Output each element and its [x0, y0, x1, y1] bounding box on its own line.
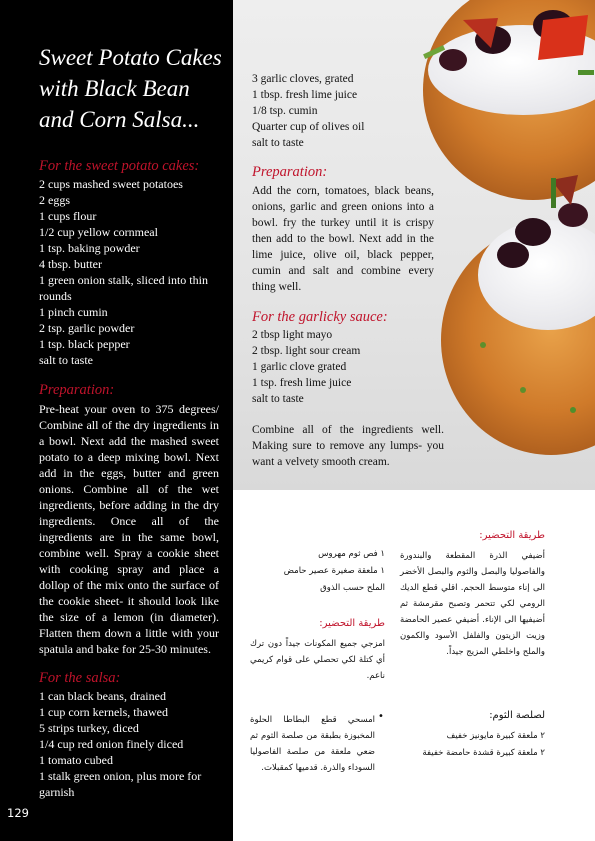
arabic-preparation-text-2: امزجي جميع المكونات جيداً دون ترك أي كتلة لكي تحصلي على قوام كريمي ناعم. — [250, 639, 385, 681]
list-item: 2 tbsp light mayo — [252, 329, 333, 341]
recipe-title — [39, 42, 229, 135]
list-item: ١ ملعقة صغيرة عصير حامض — [283, 566, 385, 576]
salsa-heading: For the salsa: — [39, 670, 121, 686]
list-item: 5 strips turkey, diced — [39, 721, 139, 735]
list-item: 1 green onion stalk, sliced into thin — [39, 273, 208, 287]
combine-text: Combine all of the ingredients well. Making sure to remove any lumps- you want a velvety smooth cream. — [252, 424, 444, 468]
list-item: 1 tomato cubed — [39, 753, 113, 767]
list-item: 1/4 cup red onion finely diced — [39, 737, 184, 751]
list-item: 2 tbsp. light sour cream — [252, 345, 361, 357]
title-line: with Black Bean — [39, 76, 190, 101]
garlic-sauce-heading: For the garlicky sauce: — [252, 309, 388, 325]
list-item: 4 tbsp. butter — [39, 257, 102, 271]
list-item: 1 cups flour — [39, 209, 97, 223]
list-item: 2 cups mashed sweet potatoes — [39, 177, 183, 191]
arabic-ingredient-list — [240, 546, 385, 597]
list-item: 1 tsp. fresh lime juice — [252, 377, 352, 389]
list-item: salt to taste — [252, 137, 304, 149]
list-item: الملح حسب الذوق — [320, 583, 385, 593]
list-item: salt to taste — [252, 393, 304, 405]
arabic-preparation-heading-2: طريقة التحضير: — [319, 618, 385, 629]
garlic-sauce-list — [252, 327, 434, 407]
list-item: 2 tsp. garlic powder — [39, 321, 135, 335]
list-item: 1 can black beans, drained — [39, 689, 166, 703]
list-item: 2 eggs — [39, 193, 70, 207]
list-item: 1 pinch cumin — [39, 305, 108, 319]
arabic-preparation-heading: طريقة التحضير: — [479, 530, 545, 541]
list-item: ٢ ملعقة كبيرة مايونيز خفيف — [446, 731, 545, 741]
list-item: 1/2 cup yellow cornmeal — [39, 225, 158, 239]
preparation-text: Pre-heat your oven to 375 degrees/ Combine all of the dry ingredients in a bowl. Next add the mashed sweet potato to a deep mixing bowl. Next add in the eggs, butter and green onions. Combine all of the wet ingredients, before adding in the dry ingredients. Once all of the ingredients are in the same bowl, combine well. Spray a cookie sheet with cooking spray and place a dollop of the mix onto the surface of the cookie sheet- it should look like the size of a lemon (in diameter). Flatten them down a little with your spatula and bake for 25-30 minutes. — [39, 402, 219, 656]
title-line: Sweet Potato Cakes — [39, 45, 222, 70]
list-item: 1 tsp. black pepper — [39, 337, 130, 351]
arabic-preparation-text: أضيفي الذرة المقطعة والبندورة والفاصوليا والبصل والثوم والبصل الأخضر الى إناء متوسط الحجم. اقلي قطع الديك الرومي لكي تتحمر وتصبح مقرمشة ثم أضيفيها الى الإناء. أضيفي عصير الحامضة وزيت الزيتون والفلفل الأسود والكمون والملح واخلطي المزيج جيداً. — [400, 551, 545, 657]
list-item: 1/8 tsp. cumin — [252, 105, 318, 117]
salsa-ingredients-continued — [252, 71, 434, 151]
title-line: and Corn Salsa... — [39, 107, 200, 132]
list-item: 1 tsp. baking powder — [39, 241, 140, 255]
list-item: 1 garlic clove grated — [252, 361, 347, 373]
list-item: rounds — [39, 289, 72, 303]
list-item: garnish — [39, 785, 75, 799]
cakes-ingredient-list — [39, 176, 208, 368]
list-item: 1 cup corn kernels, thawed — [39, 705, 168, 719]
arabic-serving-text: امسحي قطع البطاطا الحلوة المخبوزة بطبقة من صلصة الثوم ثم ضعي ملعقة من صلصة الفاصوليا السوداء والذرة. قدميها كمقبلات. — [250, 715, 375, 773]
list-item: salt to taste — [39, 353, 93, 367]
preparation-heading: Preparation: — [39, 382, 115, 398]
list-item: 1 stalk green onion, plus more for — [39, 769, 202, 783]
list-item: ٢ ملعقة كبيرة قشدة حامضة خفيفة — [422, 748, 545, 758]
salsa-ingredient-list — [39, 688, 201, 800]
list-item: Quarter cup of olives oil — [252, 121, 365, 133]
bullet-icon: • — [378, 711, 384, 722]
salsa-preparation — [252, 164, 434, 295]
preparation-heading: Preparation: — [252, 164, 328, 180]
page-number: 129 — [7, 806, 29, 820]
sidebar-panel — [0, 0, 233, 841]
preparation-text: Add the corn, tomatoes, black beans, onions, garlic and green onions into a bowl. fry the turkey until it is crispy then add to the bowl. Next add in the lime juice, olive oil, black pepper, cumin and salt and combine every thing well. — [252, 185, 434, 293]
cakes-heading: For the sweet potato cakes: — [39, 158, 200, 174]
garlic-sauce-section — [252, 309, 434, 407]
arabic-garlic-sauce-heading: لصلصة الثوم: — [489, 710, 545, 721]
list-item: 3 garlic cloves, grated — [252, 73, 354, 85]
arabic-garlic-sauce-list — [370, 728, 545, 762]
list-item: ١ فص ثوم مهروس — [318, 549, 385, 559]
list-item: 1 tbsp. fresh lime juice — [252, 89, 358, 101]
